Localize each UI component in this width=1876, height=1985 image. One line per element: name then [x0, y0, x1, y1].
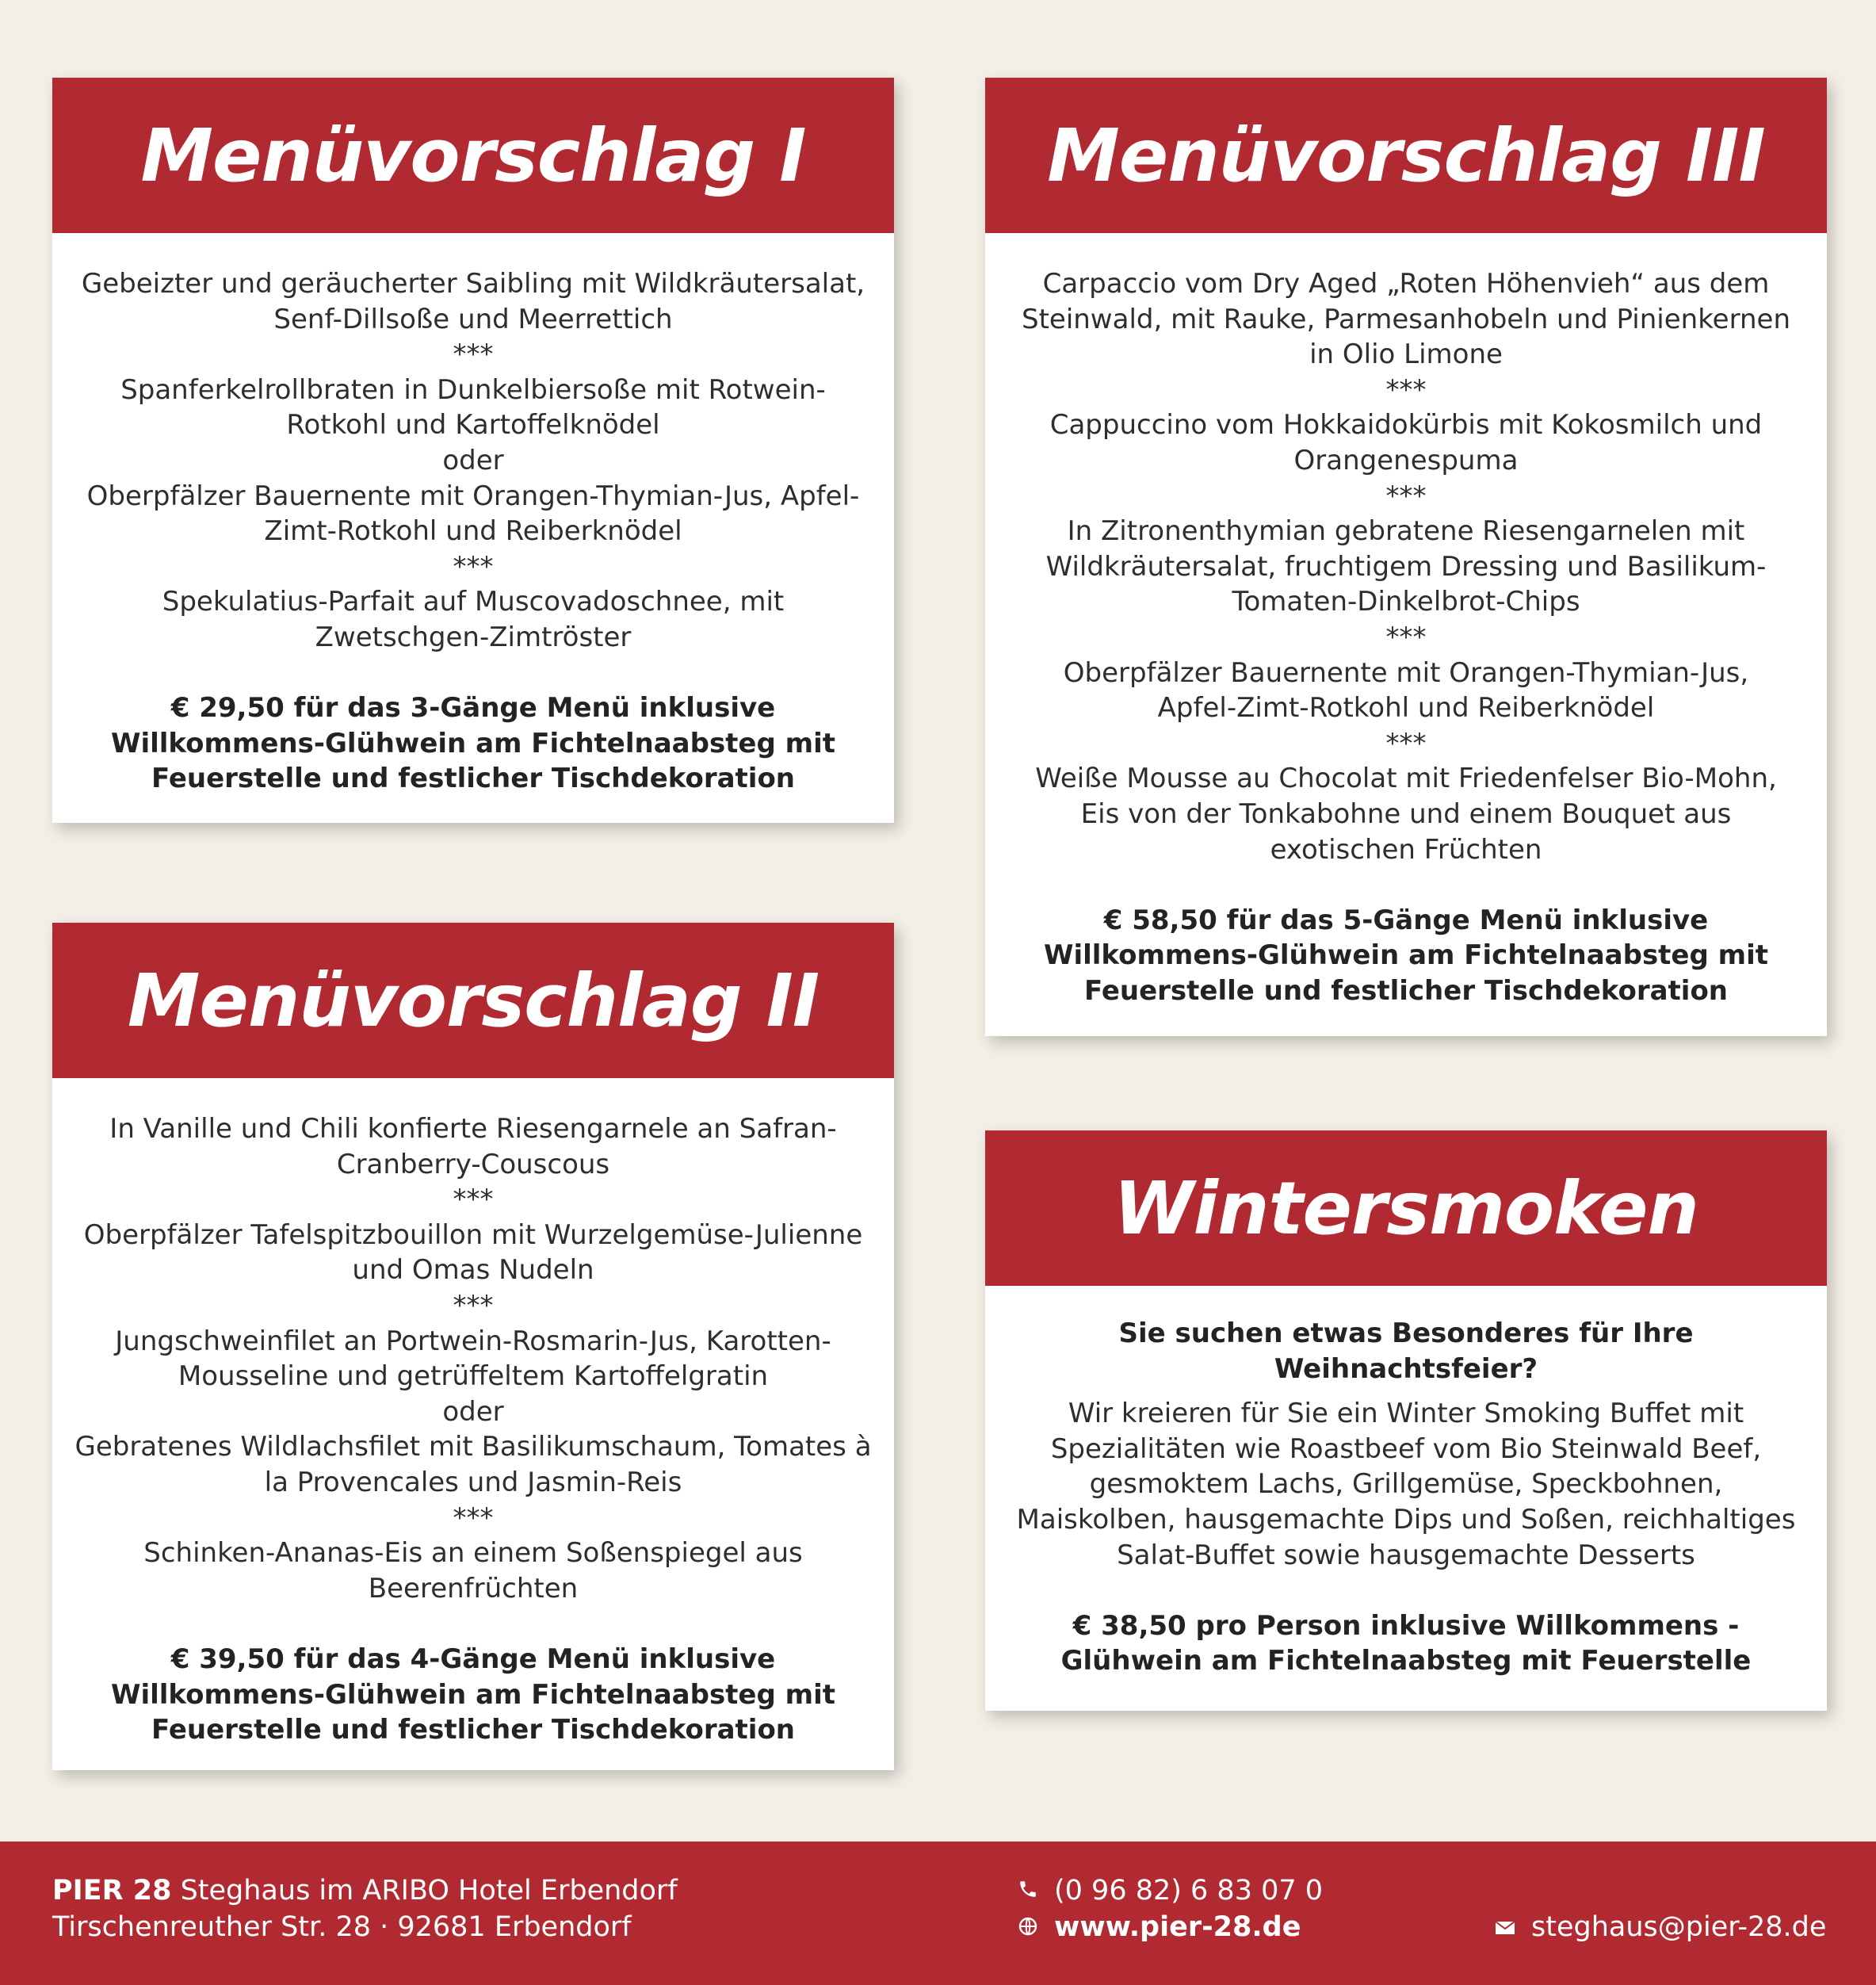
- menu-line: Steinwald, mit Rauke, Parmesanhobeln und Pinienkernen: [1021, 303, 1790, 335]
- price-line: € 38,50 pro Person inklusive Willkommens -: [1072, 1609, 1740, 1642]
- menu-line: Mousseline und getrüffeltem Kartoffelgratin: [178, 1360, 769, 1393]
- menu-line: Spekulatius-Parfait auf Muscovadoschnee, mit: [162, 586, 785, 618]
- menu-line: gesmoktem Lachs, Grillgemüse, Speckbohnen,: [1089, 1468, 1723, 1501]
- price-line: Feuerstelle und festlicher Tischdekoration: [1083, 974, 1729, 1007]
- footer-address: Tirschenreuther Str. 28 · 92681 Erbendorf: [52, 1911, 632, 1943]
- menu-line: Cappuccino vom Hokkaidokürbis mit Kokosmilch und: [1049, 409, 1763, 442]
- intro-line: Weihnachtsfeier?: [1274, 1352, 1538, 1385]
- brand-description: Steghaus im ARIBO Hotel Erbendorf: [171, 1875, 678, 1907]
- price-line: Glühwein am Fichtelnaabsteg mit Feuerstelle: [1060, 1645, 1752, 1677]
- email-link[interactable]: steghaus@pier-28.de: [1531, 1911, 1827, 1943]
- price-line: Willkommens-Glühwein am Fichtelnaabsteg mit: [1043, 939, 1769, 972]
- menu-card-header: [985, 78, 1827, 233]
- menu-line: oder: [442, 1395, 504, 1428]
- course-separator: ***: [1385, 621, 1427, 653]
- course-separator: ***: [453, 1184, 494, 1216]
- course-separator: ***: [453, 550, 494, 583]
- menu-line: Oberpfälzer Tafelspitzbouillon mit Wurzelgemüse-Julienne: [83, 1218, 863, 1251]
- spacer: [68, 1606, 878, 1642]
- menu-card-2: [52, 923, 894, 1770]
- menu-card-3: [985, 78, 1827, 1036]
- menu-line: Tomaten-Dinkelbrot-Chips: [1232, 586, 1580, 618]
- menu-line: in Olio Limone: [1309, 338, 1503, 371]
- menu-line: la Provencales und Jasmin-Reis: [264, 1466, 682, 1498]
- price-line: € 58,50 für das 5-Gänge Menü inklusive: [1103, 904, 1709, 936]
- menu-line: exotischen Früchten: [1270, 833, 1542, 866]
- menu-line: Beerenfrüchten: [368, 1572, 579, 1604]
- globe-icon: [1014, 1915, 1041, 1941]
- menu-title: Menüvorschlag II: [127, 958, 820, 1043]
- course-separator: ***: [1385, 480, 1427, 512]
- course-separator: ***: [453, 1501, 494, 1534]
- menu-line: Oberpfälzer Bauernente mit Orangen-Thymian-Jus,: [1063, 656, 1749, 689]
- brand-name: PIER 28: [52, 1875, 172, 1907]
- menu-title: Menüvorschlag I: [140, 113, 806, 198]
- footer: [0, 1842, 1876, 1985]
- menu-body: [52, 233, 894, 797]
- menu-line: Carpaccio vom Dry Aged „Roten Höhenvieh“ aus dem: [1042, 268, 1770, 300]
- menu-line: Rotkohl und Kartoffelknödel: [286, 409, 660, 442]
- menu-line: In Zitronenthymian gebratene Riesengarnelen mit: [1067, 515, 1745, 548]
- menu-line: Gebeizter und geräucherter Saibling mit Wildkräutersalat,: [81, 268, 865, 300]
- menu-line: Gebratenes Wildlachsfilet mit Basilikumschaum, Tomates à: [75, 1431, 872, 1463]
- menu-line: oder: [442, 444, 504, 476]
- menu-card-header: [985, 1130, 1827, 1286]
- menu-line: Zimt-Rotkohl und Reiberknödel: [264, 515, 682, 548]
- menu-line: In Vanille und Chili konfierte Riesengarnele an Safran-: [109, 1113, 837, 1145]
- menu-card-header: [52, 923, 894, 1078]
- footer-email[interactable]: [1492, 1911, 1826, 1943]
- footer-website[interactable]: [1014, 1911, 1301, 1943]
- menu-line: Weiße Mousse au Chocolat mit Friedenfelser Bio-Mohn,: [1035, 763, 1777, 795]
- spacer: [68, 656, 878, 691]
- menu-line: Apfel-Zimt-Rotkohl und Reiberknödel: [1157, 692, 1655, 725]
- menu-line: Cranberry-Couscous: [336, 1148, 610, 1180]
- menu-line: Zwetschgen-Zimtröster: [315, 621, 632, 653]
- price-line: Willkommens-Glühwein am Fichtelnaabsteg mit: [110, 1678, 836, 1711]
- price-line: Feuerstelle und festlicher Tischdekoration: [151, 763, 796, 795]
- price-line: € 29,50 für das 3-Gänge Menü inklusive: [170, 692, 776, 725]
- course-separator: ***: [1385, 727, 1427, 759]
- price-line: Feuerstelle und festlicher Tischdekoration: [151, 1714, 796, 1746]
- course-separator: ***: [453, 1289, 494, 1321]
- phone-icon: [1014, 1879, 1041, 1905]
- menu-title: Menüvorschlag III: [1047, 113, 1765, 198]
- menu-card-1: [52, 78, 894, 823]
- course-separator: ***: [1385, 373, 1427, 406]
- mail-icon: [1492, 1915, 1519, 1941]
- menu-body: [52, 1078, 894, 1748]
- menu-line: Salat-Buffet sowie hausgemachte Desserts: [1117, 1539, 1695, 1571]
- menu-line: Schinken-Ananas-Eis an einem Soßenspiegel aus: [143, 1537, 803, 1570]
- menu-line: Spezialitäten wie Roastbeef vom Bio Steinwald Beef,: [1050, 1432, 1762, 1465]
- phone-number: (0 96 82) 6 83 07 0: [1054, 1875, 1324, 1907]
- price-line: € 39,50 für das 4-Gänge Menü inklusive: [170, 1643, 776, 1675]
- wintersmoken-card: [985, 1130, 1827, 1711]
- menu-title: Wintersmoken: [1114, 1165, 1698, 1251]
- menu-line: Jungschweinfilet an Portwein-Rosmarin-Jus, Karotten-: [115, 1325, 831, 1357]
- menu-line: und Omas Nudeln: [352, 1254, 594, 1287]
- price-line: Willkommens-Glühwein am Fichtelnaabsteg mit: [110, 727, 836, 759]
- menu-card-header: [52, 78, 894, 233]
- intro-line: Sie suchen etwas Besonderes für Ihre: [1118, 1318, 1694, 1349]
- spacer: [1001, 1573, 1811, 1608]
- menu-line: Senf-Dillsoße und Meerrettich: [273, 303, 673, 335]
- menu-line: Wir kreieren für Sie ein Winter Smoking Buffet mit: [1068, 1398, 1744, 1430]
- menu-line: Wildkräutersalat, fruchtigem Dressing und Basilikum-: [1045, 550, 1767, 583]
- footer-company: [52, 1875, 678, 1907]
- footer-phone[interactable]: [1014, 1875, 1323, 1907]
- website-link[interactable]: www.pier-28.de: [1054, 1911, 1301, 1943]
- menu-line: Eis von der Tonkabohne und einem Bouquet aus: [1080, 797, 1732, 830]
- spacer: [1001, 867, 1811, 903]
- menu-line: Maiskolben, hausgemachte Dips und Soßen, reichhaltiges: [1016, 1503, 1796, 1536]
- menu-body: [985, 1286, 1827, 1679]
- menu-line: Oberpfälzer Bauernente mit Orangen-Thymian-Jus, Apfel-: [86, 480, 860, 512]
- course-separator: ***: [453, 338, 494, 371]
- menu-body: [985, 233, 1827, 1008]
- menu-line: Spanferkelrollbraten in Dunkelbiersoße mit Rotwein-: [120, 373, 826, 406]
- menu-line: Orangenespuma: [1293, 444, 1519, 476]
